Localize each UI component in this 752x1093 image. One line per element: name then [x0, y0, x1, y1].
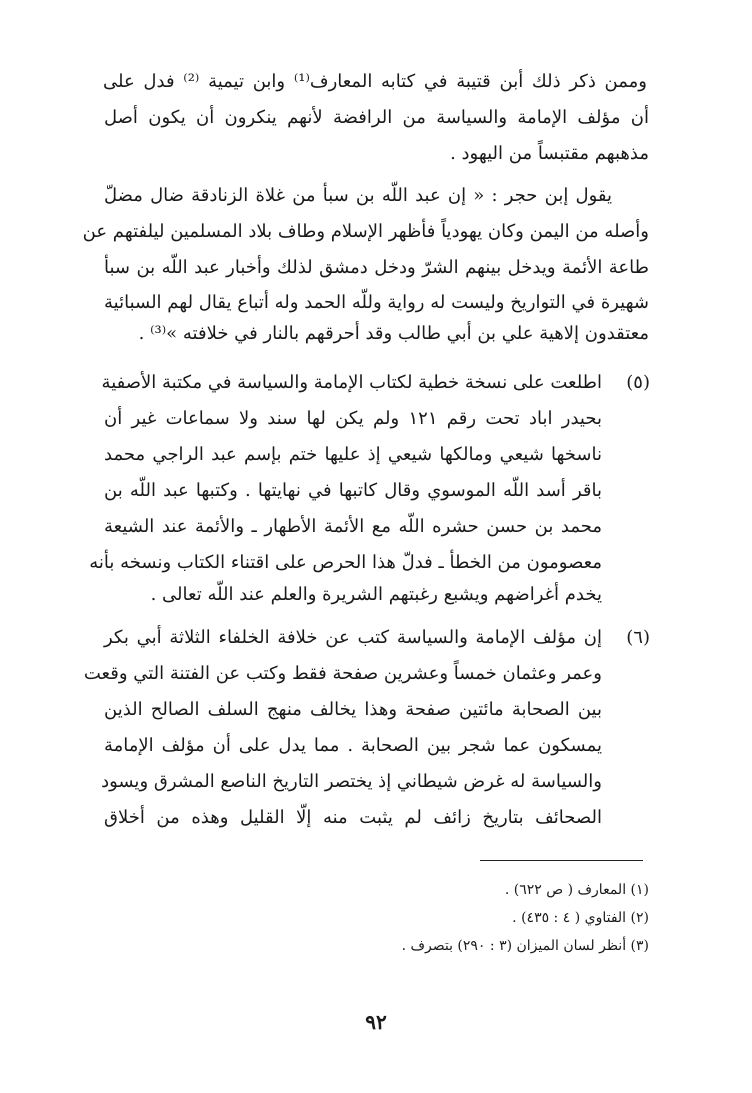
note-5-line: ناسخها شيعي ومالكها شيعي إذ عليها ختم بإسم عبد الراجي محمد [104, 444, 602, 465]
note-6-number: (٦) [626, 627, 650, 648]
footnote-2: (٢) الفتاوي ( ٤ : ٤٣٥) . [512, 910, 649, 926]
note-5-line: اطلعت على نسخة خطية لكتاب الإمامة والسياسة في مكتبة الأصفية [101, 372, 602, 393]
paragraph-1-line: أن مؤلف الإمامة والسياسة من الرافضة لأنهم ينكرون أن يكون أصل [104, 107, 649, 128]
note-5-line: باقر أسد اللّه الموسوي وقال كاتبها في نهايتها . وكتبها عبد اللّه بن [104, 480, 602, 501]
note-6-line: والسياسة له غرض شيطاني إذ يختصر التاريخ الناصع المشرق ويسود [101, 771, 602, 792]
paragraph-2-line: وأصله من اليمن وكان يهودياً فأظهر الإسلام وطاف بلاد المسلمين ليلفتهم عن [82, 221, 649, 242]
note-5-line: معصومون من الخطأ ـ فدلّ هذا الحرص على اقتناء الكتاب ونسخه بأنه [89, 552, 602, 573]
footnote-separator [480, 860, 643, 861]
note-5-line: يخدم أغراضهم ويشبع رغبتهم الشريرة والعلم عند اللّه تعالى . [150, 584, 602, 605]
note-6-line: بين الصحابة مائتين صفحة وهذا يخالف منهج السلف الصالح الذين [104, 699, 602, 720]
paragraph-2-line: شهيرة في التواريخ وليست له رواية وللّه الحمد وله أتباع يقال لهم السبائية [104, 292, 649, 313]
paragraph-2-line: طاعة الأئمة ويدخل بينهم الشرّ ودخل دمشق لذلك وأخبار عبد اللّه بن سبأ [104, 257, 649, 278]
note-5-line: بحيدر اباد تحت رقم ١٢١ ولم يكن لها سند ولا سماعات غير أن [104, 408, 602, 429]
note-6-line: إن مؤلف الإمامة والسياسة كتب عن خلافة الخلفاء الثلاثة أبي بكر [104, 627, 602, 648]
footnote-1: (١) المعارف ( ص ٦٢٢) . [504, 882, 649, 898]
note-5-number: (٥) [626, 372, 650, 393]
paragraph-2-line: معتقدون إلاهية علي بن أبي طالب وقد أحرقهم بالنار في خلافته »⁽³⁾ . [138, 323, 649, 344]
paragraph-2-line: يقول إبن حجر : « إن عبد اللّه بن سبأ من غلاة الزنادقة ضال مضلّ [104, 185, 612, 206]
footnote-3: (٣) أنظر لسان الميزان (٣ : ٢٩٠) بتصرف . [401, 938, 649, 954]
page-number: ٩٢ [365, 1010, 387, 1034]
paragraph-1-line: مذهبهم مقتبساً من اليهود . [450, 143, 649, 164]
note-5-line: محمد بن حسن حشره اللّه مع الأئمة الأطهار ـ والأئمة عند الشيعة [104, 516, 602, 537]
paragraph-1-line: وممن ذكر ذلك أبن قتيبة في كتابه المعارف⁽¹⁾ وابن تيمية ⁽²⁾ فدل على [103, 71, 648, 92]
note-6-line: الصحائف بتاريخ زائف لم يثبت منه إلّا القليل وهذه من أخلاق [104, 807, 602, 828]
note-6-line: يمسكون عما شجر بين الصحابة . مما يدل على أن مؤلف الإمامة [104, 735, 602, 756]
note-6-line: وعمر وعثمان خمساً وعشرين صفحة فقط وكتب عن الفتنة التي وقعت [83, 663, 602, 684]
